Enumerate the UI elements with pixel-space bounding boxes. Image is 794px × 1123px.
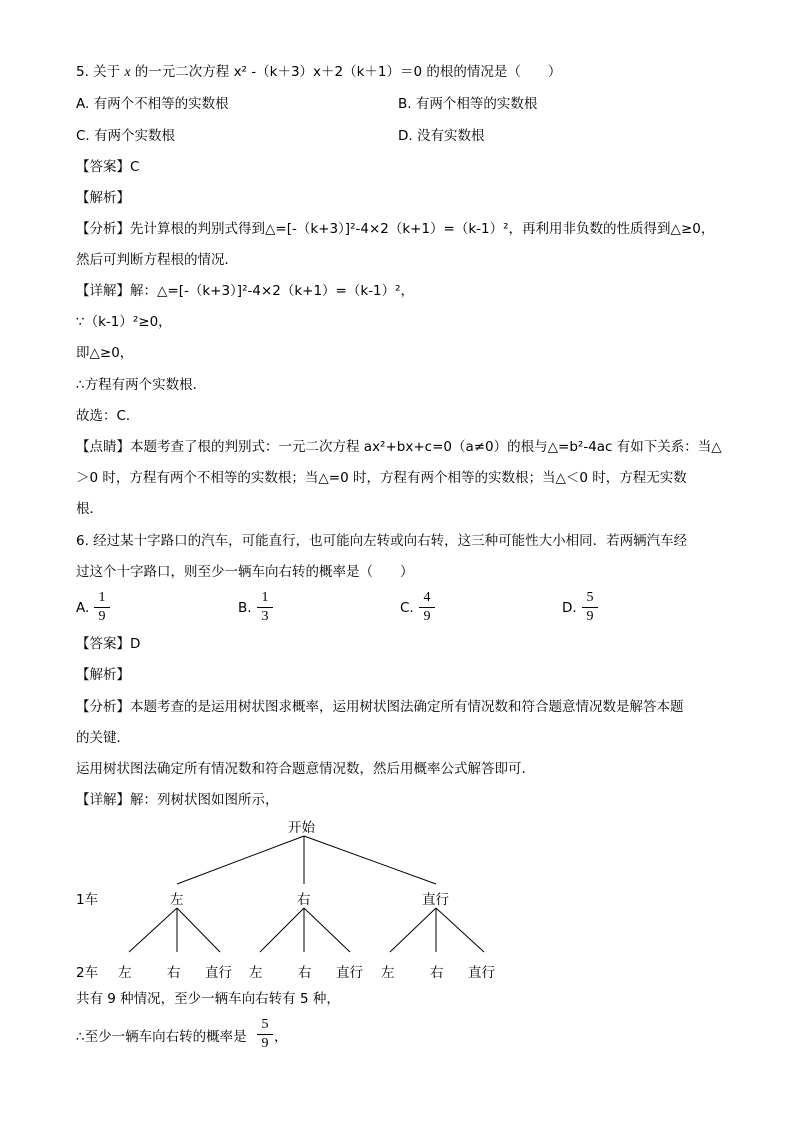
q5-detail-line-3: 即△≥0， bbox=[76, 345, 134, 361]
q6-option-c-label: C. bbox=[400, 600, 414, 616]
q5-detail-line-2: ∵（k-1）²≥0， bbox=[76, 314, 172, 330]
q6-fenxi-line-3: 运用树状图法确定所有情况数和符合题意情况数，然后用概率公式解答即可． bbox=[76, 761, 535, 777]
tree-root: 开始 bbox=[288, 820, 315, 836]
tree-branch bbox=[390, 908, 436, 952]
q6-stem-line-1: 6. 经过某十字路口的汽车，可能直行，也可能向左转或向右转，这三种可能性大小相同．若两辆汽车经 bbox=[76, 533, 688, 549]
q6-fenxi-line-1: 【分析】本题考查的是运用树状图求概率，运用树状图法确定所有情况数和符合题意情况数是解答本题 bbox=[76, 699, 684, 715]
tree-branch bbox=[436, 908, 484, 952]
q6-option-d-label: D. bbox=[562, 600, 577, 616]
tree-row2-node: 左 bbox=[118, 965, 132, 981]
q6-option-c-denominator: 9 bbox=[423, 609, 431, 624]
q6-option-d-numerator: 5 bbox=[586, 590, 594, 605]
q6-conclusion-denominator: 9 bbox=[261, 1036, 269, 1051]
q6-option-a-denominator: 9 bbox=[98, 609, 106, 624]
tree-row2-node: 左 bbox=[249, 965, 263, 981]
q6-option-b-denominator: 3 bbox=[261, 609, 269, 624]
q6-detail-line-1: 【详解】解：列树状图如图所示， bbox=[76, 792, 279, 808]
q5-dianjing-line-2: ＞0 时，方程有两个不相等的实数根；当△=0 时，方程有两个相等的实数根；当△＜0 时，方程无实数 bbox=[76, 470, 687, 486]
fraction-bar bbox=[257, 1034, 273, 1035]
q6-option-c-numerator: 4 bbox=[423, 590, 431, 605]
q5-var-x: x bbox=[124, 64, 131, 79]
q6-option-b-label: B. bbox=[238, 600, 252, 616]
q6-option-a-label: A. bbox=[76, 600, 90, 616]
q5-stem-c: 的根的情况是（ ） bbox=[426, 64, 562, 80]
q5-stem-b: 的一元二次方程 bbox=[134, 64, 230, 80]
q5-equation: x² -（k＋3）x＋2（k＋1）＝0 bbox=[233, 64, 423, 80]
tree-branch-root-straight bbox=[304, 836, 436, 884]
q6-conclusion-numerator: 5 bbox=[261, 1017, 269, 1032]
tree-row2-label: 2车 bbox=[76, 965, 99, 981]
q5-fenxi-line-2: 然后可判断方程根的情况． bbox=[76, 252, 238, 268]
q5-dianjing-line-3: 根． bbox=[76, 501, 103, 517]
q6-option-b-numerator: 1 bbox=[261, 590, 269, 605]
q5-detail-line-4: ∴方程有两个实数根． bbox=[76, 377, 207, 393]
q6-analysis-head: 【解析】 bbox=[76, 667, 130, 683]
tree-row2-node: 左 bbox=[381, 965, 395, 981]
q5-fenxi-line-1: 【分析】先计算根的判别式得到△=[-（k+3）]²-4×2（k+1）=（k-1）²，再利用非负数的性质得到△≥0， bbox=[76, 221, 715, 237]
tree-row2-node: 直行 bbox=[468, 965, 495, 981]
tree-branch bbox=[177, 908, 220, 952]
tree-row1-node: 直行 bbox=[422, 892, 449, 908]
tree-row2-node: 右 bbox=[430, 965, 444, 981]
q6-conclusion-tail: ， bbox=[274, 1029, 288, 1045]
tree-row1-node: 左 bbox=[170, 892, 184, 908]
q6-conclusion-text: ∴至少一辆车向右转的概率是 bbox=[76, 1029, 247, 1045]
q6-option-d-denominator: 9 bbox=[586, 609, 594, 624]
q5-detail-line-1: 【详解】解：△=[-（k+3）]²-4×2（k+1）=（k-1）²， bbox=[76, 283, 415, 299]
tree-row2-node: 直行 bbox=[205, 965, 232, 981]
tree-row2-node: 直行 bbox=[336, 965, 363, 981]
tree-row1-label: 1车 bbox=[76, 892, 99, 908]
q5-option-d: D. 没有实数根 bbox=[398, 128, 485, 144]
tree-branch bbox=[260, 908, 304, 952]
q6-conclusion-fraction bbox=[257, 1017, 273, 1052]
q5-detail-line-5: 故选：C． bbox=[76, 408, 140, 424]
q5-analysis-head: 【解析】 bbox=[76, 190, 130, 206]
tree-branch-root-left bbox=[177, 836, 304, 884]
q5-dianjing-line-1: 【点睛】本题考查了根的判别式：一元二次方程 ax²+bx+c=0（a≠0）的根与△=b²-4ac 有如下关系：当△ bbox=[76, 439, 722, 455]
tree-row1-node: 右 bbox=[297, 892, 311, 908]
tree-branch bbox=[304, 908, 350, 952]
q6-option-a-numerator: 1 bbox=[98, 590, 106, 605]
q5-option-a: A. 有两个不相等的实数根 bbox=[76, 96, 229, 112]
tree-branch bbox=[129, 908, 177, 952]
q5-stem-a: 5. 关于 bbox=[76, 64, 121, 80]
tree-row2-node: 右 bbox=[298, 965, 312, 981]
q6-conclusion bbox=[76, 1028, 247, 1046]
q5-option-c: C. 有两个实数根 bbox=[76, 128, 176, 144]
q6-answer: 【答案】D bbox=[76, 636, 141, 652]
q6-summary: 共有 9 种情况，至少一辆车向右转有 5 种， bbox=[76, 991, 340, 1007]
tree-row2-node: 右 bbox=[167, 965, 181, 981]
q6-stem-line-2: 过这个十字路口，则至少一辆车向右转的概率是（ ） bbox=[76, 564, 414, 580]
q6-fenxi-line-2: 的关键． bbox=[76, 730, 130, 746]
q5-answer: 【答案】C bbox=[76, 159, 140, 175]
q5-option-b: B. 有两个相等的实数根 bbox=[398, 96, 538, 112]
